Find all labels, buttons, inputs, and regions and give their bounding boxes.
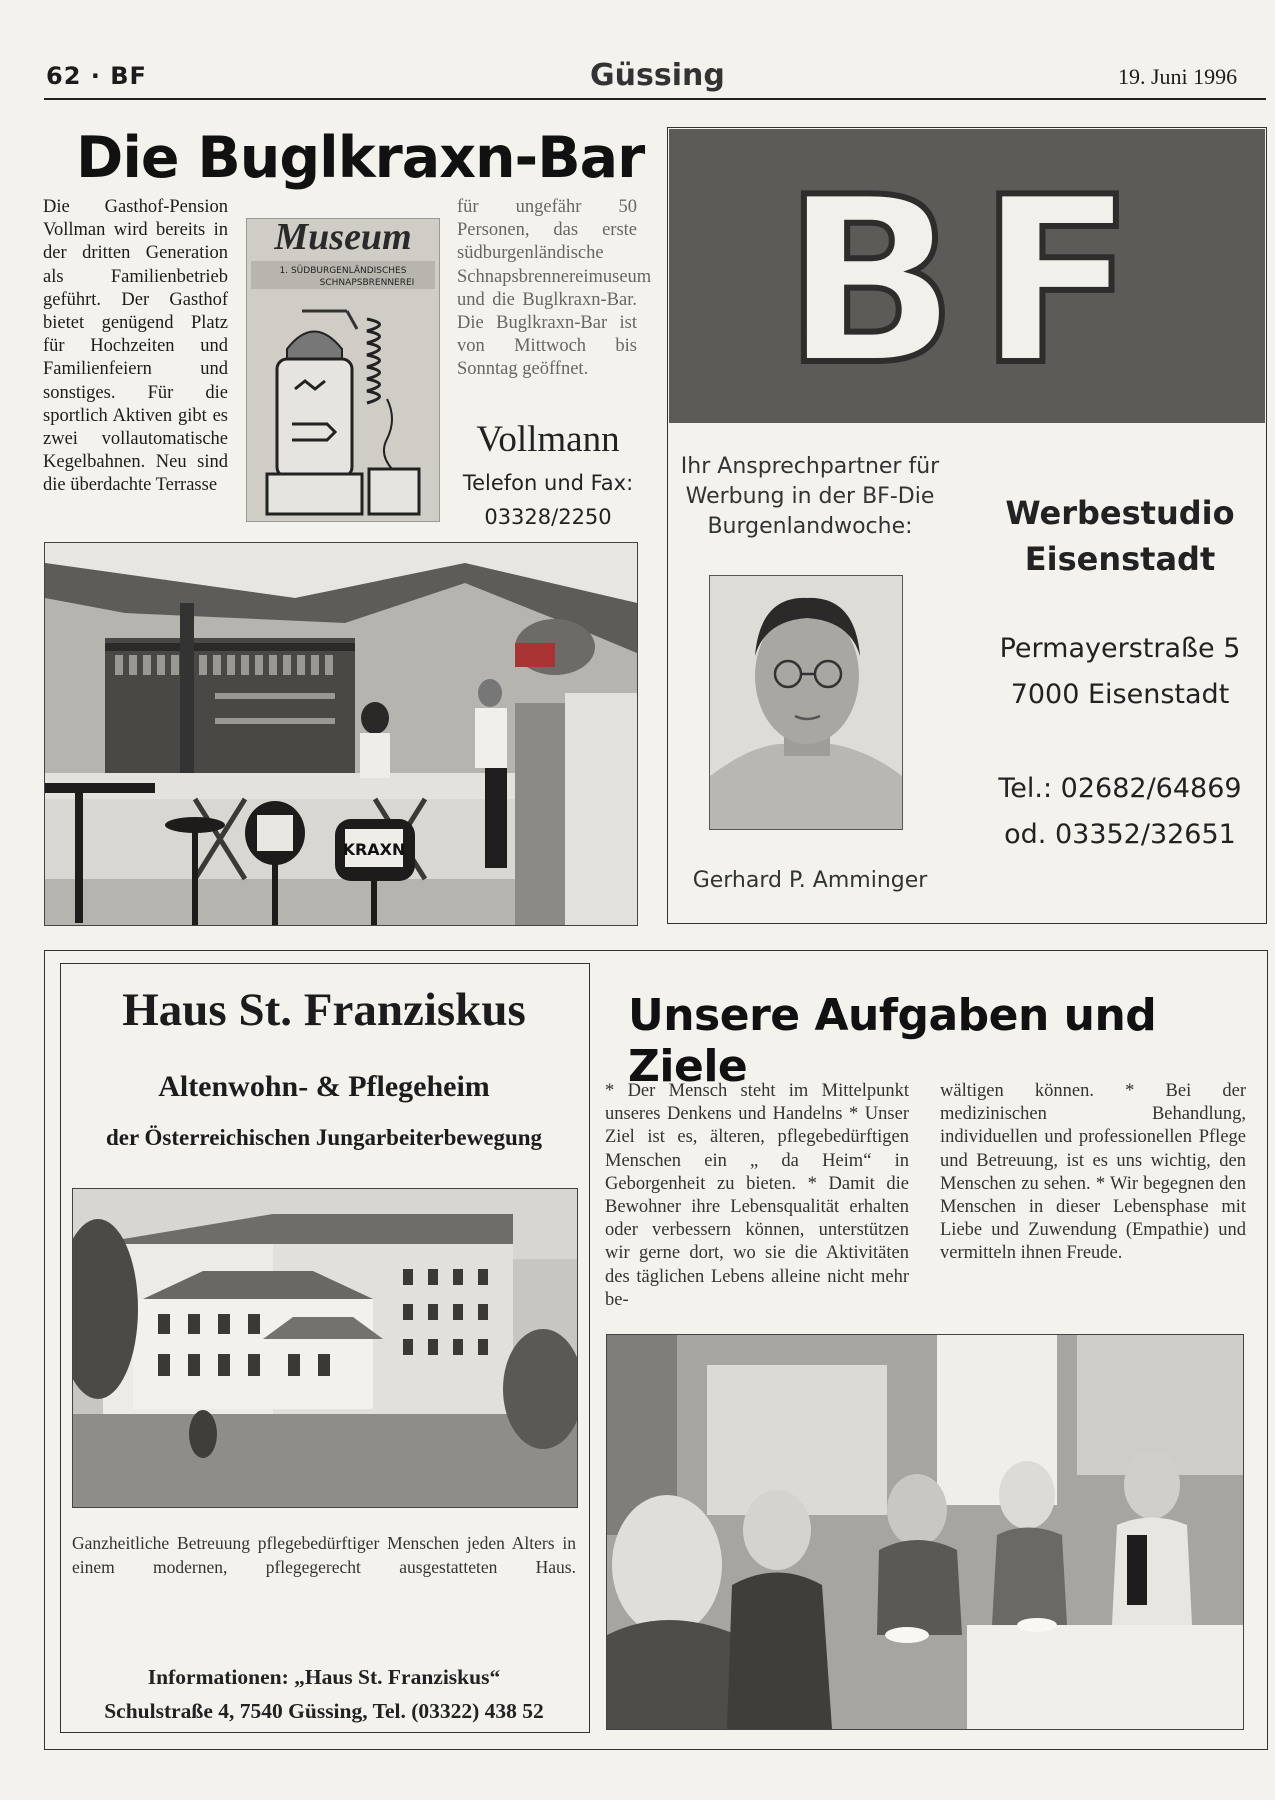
franziskus-info-line2: Schulstraße 4, 7540 Güssing, Tel. (03322) 438 52 — [104, 1699, 544, 1723]
vollmann-name: Vollmann — [476, 419, 620, 460]
studio-city: 7000 Eisenstadt — [1010, 679, 1230, 710]
franziskus-title: Haus St. Franziskus — [122, 984, 526, 1036]
bar-article-title: Die Buglkraxn-Bar — [76, 125, 645, 191]
bf-logo-banner — [669, 129, 1265, 423]
bar-photo-sign: KRAXN — [342, 840, 406, 859]
studio-street: Permayerstraße 5 — [999, 633, 1241, 664]
museum-sign: Museum — [274, 219, 412, 258]
franziskus-info-line1: Informationen: „Haus St. Franziskus“ — [147, 1665, 501, 1689]
franziskus-subtitle: Altenwohn- & Pflegeheim — [158, 1070, 490, 1103]
portrait-photo — [709, 575, 903, 830]
studio-tel: Tel.: 02682/64869 — [998, 773, 1242, 804]
franziskus-organization: der Österreichischen Jungarbeiterbewegung — [105, 1125, 543, 1150]
contact-intro: Ihr Ansprechpartner für Werbung in der BF-Die Burgenlandwoche: — [680, 454, 940, 539]
studio-name-line1: Werbestudio — [1005, 494, 1235, 532]
header-rule — [44, 98, 1266, 100]
ziele-col2: wältigen können. * Bei der medizinischen Behandlung, individuellen und professionellen Pflege und Betreuung, ist es uns wichtig, den Menschen zu sehen. * Wir begegnen den Menschen in dieser Lebensphase mit Liebe und Zuwendung (Empathie) und vermitteln ihnen Freude. — [940, 1081, 1246, 1264]
franziskus-caption: Ganzheitliche Betreuung pflegebedürftiger Menschen jeden Alters in einem modernen, pflegegerecht ausgestatteten Haus. — [72, 1533, 576, 1577]
bf-logo: BF — [782, 149, 1156, 416]
museum-illustration — [246, 218, 440, 522]
issue-date: 19. Juni 1996 — [1118, 64, 1238, 89]
vollmann-tel-label: Telefon und Fax: — [462, 471, 634, 495]
franziskus-info — [62, 1660, 586, 1728]
studio-phones — [985, 766, 1255, 858]
section-title: Güssing — [590, 58, 725, 93]
museum-line2: SCHNAPSBRENNEREI — [319, 278, 415, 288]
bar-article-col3: für ungefähr 50 Personen, das erste südburgenländische Schnapsbrennereimuseum und die Buglkraxn-Bar. Die Buglkraxn-Bar ist von Mittwoch bis Sonntag geöffnet. — [457, 197, 652, 380]
contact-person-name: Gerhard P. Amminger — [692, 868, 928, 893]
museum-line1: 1. SÜDBURGENLÄNDISCHES — [279, 266, 407, 276]
studio-address — [985, 626, 1255, 718]
studio-name-line2: Eisenstadt — [1024, 540, 1216, 578]
vollmann-tel-number: 03328/2250 — [484, 505, 612, 529]
ziele-title: Unsere Aufgaben und Ziele — [628, 990, 1157, 1092]
ziele-col1: * Der Mensch steht im Mittelpunkt unseres Denkens und Handelns * Unser Ziel ist es, älteren, pflegebedürftigen Menschen ein „ da Heim“ in Geborgenheit zu bieten. * Damit die Bewohner ihre Lebensqualität erhalten oder verbessern können, unterstützen wir gerne dort, wo sie die Aktivitäten des täglichen Lebens alleine nicht mehr be- — [605, 1081, 909, 1310]
residents-photo — [606, 1334, 1244, 1730]
studio-name — [985, 490, 1255, 582]
studio-tel2: od. 03352/32651 — [1004, 819, 1236, 850]
bar-article-col1: Die Gasthof-Pension Vollman wird bereits in der dritten Generation als Familienbetrieb geführt. Der Gasthof bietet genügend Platz für Hochzeiten und Familienfeiern und sonstiges. Für die sportlich Aktiven gibt es zwei vollautomatische Kegelbahnen. Neu sind die überdachte Terrasse — [43, 197, 228, 496]
franziskus-building-photo — [72, 1188, 578, 1508]
page-number: 62 · BF — [46, 62, 147, 90]
vollmann-contact — [450, 466, 646, 534]
bar-photo — [44, 542, 638, 926]
